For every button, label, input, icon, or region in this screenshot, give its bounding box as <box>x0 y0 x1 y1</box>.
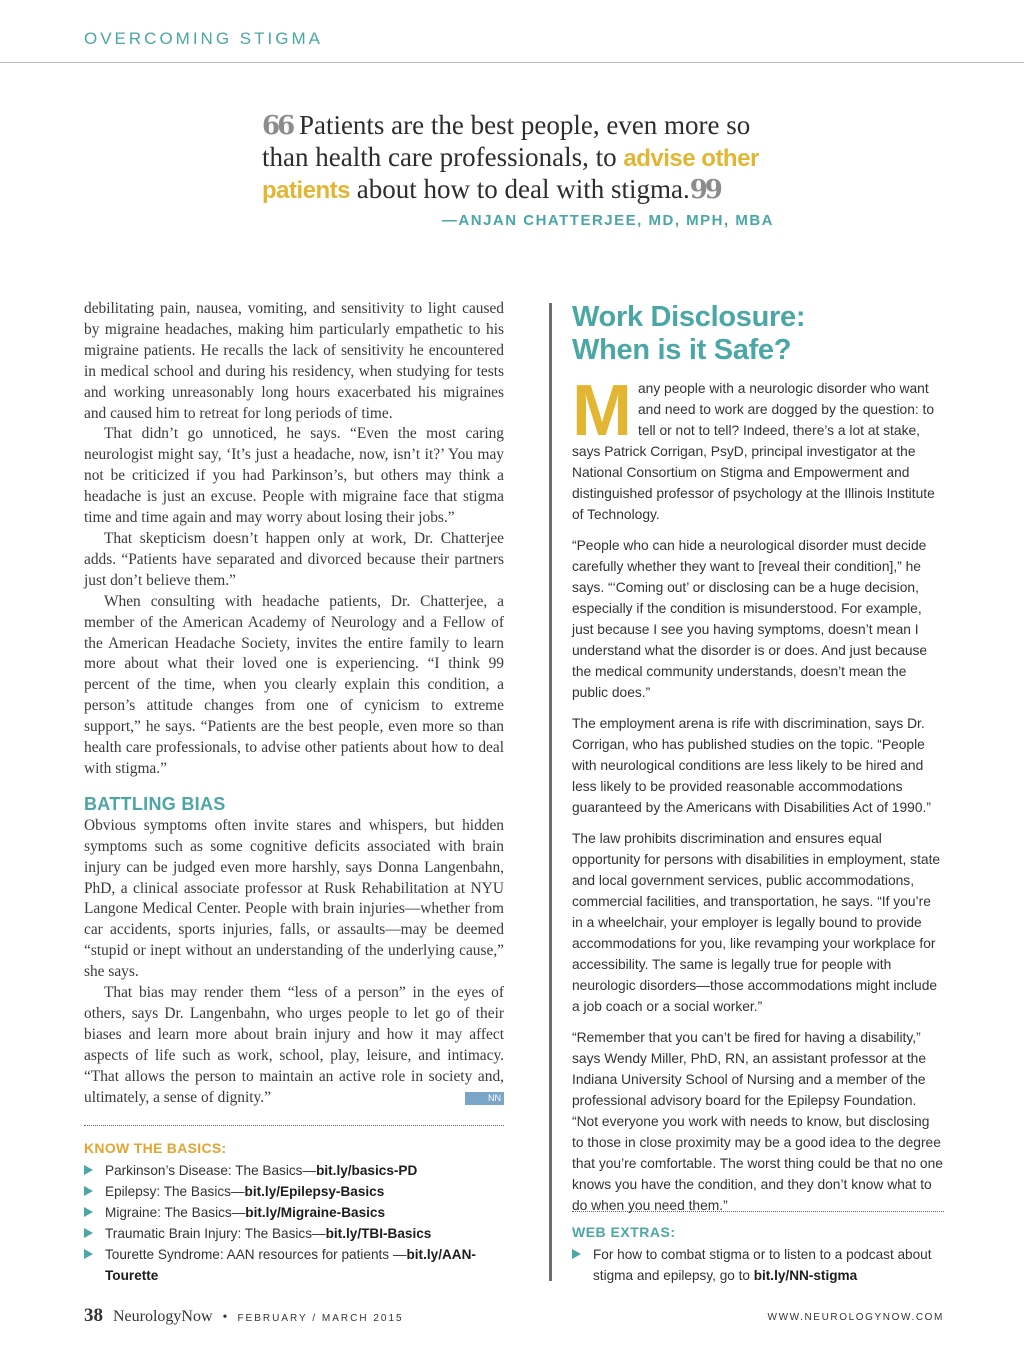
main-article <box>84 299 504 1109</box>
article-paragraph-final-text: That bias may render them “less of a person” in the eyes of others, says Dr. Langenbahn, who urges people to let go of their biases and learn more about brain injury and how it may affect aspects of life such as work, school, play, leisure, and intimacy. “That allows the person to maintain an active role in society and, ultimately, a sense of dignity.” <box>84 984 504 1106</box>
list-item-text: Tourette Syndrome: AAN resources for patients — <box>105 1247 407 1262</box>
basics-divider <box>84 1125 504 1126</box>
header-divider <box>0 62 1024 63</box>
know-the-basics-list <box>84 1160 514 1286</box>
article-paragraph: debilitating pain, nausea, vomiting, and sensitivity to light caused by migraine headaches, making him particularly empathetic to his migraine patients. He recalls the lack of sensitivity he encountered in medical school and during his residency, when studying for tests and working unreasonably long hours exacerbated his migraines and caused him to retreat for long periods of time. <box>84 300 504 422</box>
end-mark-icon: NN <box>465 1092 504 1105</box>
triangle-bullet-icon <box>84 1165 93 1175</box>
article-paragraph: That didn’t go unnoticed, he says. “Even the most caring neurologist might say, ‘It’s just a headache, now, isn’t it?’ You may not be criticized if you had Parkinson’s, but others may think a headache is just an excuse. People with migraine face that stigma time and time again and may worry about losing their jobs.” <box>84 425 504 527</box>
sidebar-paragraph <box>572 371 944 525</box>
article-paragraph: When consulting with headache patients, Dr. Chatterjee, a member of the American Academy of Neurology and a Fellow of the American Headache Society, invites the entire family to learn more about what their loved one is experiencing. “I think 99 percent of the time, when you clearly explain this condition, a person’s attitude changes from one of cynicism to extreme support,” he says. “Patients are the best people, even more so than health care professionals, to advise other patients about how to deal with stigma.” <box>84 592 504 777</box>
web-extras-divider <box>572 1211 944 1212</box>
sidebar-paragraph: “Remember that you can’t be fired for having a disability,” says Wendy Miller, PhD, RN, an assistant professor at the Indiana University School of Nursing and a member of the professional advisory board for the Epilepsy Foundation. “Not everyone you work with needs to know, but disclosing to those in close proximity may be a good idea to the degree that you’re comfortable. The worst thing could be that no one knows you have the condition, and they don’t know what to do when you need them.” <box>572 1030 943 1213</box>
web-extras-item <box>572 1244 944 1286</box>
list-item-text: Traumatic Brain Injury: The Basics— <box>105 1226 326 1241</box>
pull-quote <box>262 110 782 206</box>
column-divider <box>549 303 552 1281</box>
magazine-name: NeurologyNow <box>113 1308 213 1325</box>
basics-link[interactable]: bit.ly/Epilepsy-Basics <box>244 1184 385 1199</box>
open-quote-mark: 66 <box>262 111 293 141</box>
list-item-text: Migraine: The Basics— <box>105 1205 246 1220</box>
footer <box>84 1305 404 1327</box>
list-item <box>84 1202 514 1223</box>
section-label: OVERCOMING STIGMA <box>84 29 323 48</box>
triangle-bullet-icon <box>84 1228 93 1238</box>
list-item <box>84 1181 514 1202</box>
basics-link[interactable]: bit.ly/TBI-Basics <box>325 1226 432 1241</box>
pull-quote-attribution: —ANJAN CHATTERJEE, MD, MPH, MBA <box>441 212 774 229</box>
list-item <box>84 1160 514 1181</box>
website-url[interactable]: WWW.NEUROLOGYNOW.COM <box>767 1312 944 1323</box>
list-item-text: Parkinson’s Disease: The Basics— <box>105 1163 317 1178</box>
triangle-bullet-icon <box>84 1186 93 1196</box>
issue-date: FEBRUARY / MARCH 2015 <box>237 1313 404 1324</box>
list-item <box>84 1244 514 1286</box>
sidebar-paragraph: The law prohibits discrimination and ensures equal opportunity for persons with disabilities in employment, state and local government services, public accommodations, commercial facilities, and transportation, he says. “If you’re in a wheelchair, your employer is legally bound to provide accommodations for you, like revamping your workplace for accessibility. The same is legally true for people with neurologic disorders—those accommodations might include a job coach or a social worker.” <box>572 831 941 1014</box>
triangle-bullet-icon <box>84 1249 93 1259</box>
sidebar-title <box>572 301 932 367</box>
sidebar-paragraph: The employment arena is rife with discrimination, says Dr. Corrigan, who has published studies on the topic. “People with neurological conditions are less likely to be hired and less likely to be provided reasonable accommodations guaranteed by the Americans with Disabilities Act of 1990.” <box>572 716 931 815</box>
know-the-basics-heading: KNOW THE BASICS: <box>84 1140 227 1156</box>
web-extras-text: For how to combat stigma or to listen to a podcast about stigma and epilepsy, go to <box>593 1247 932 1283</box>
sidebar-body <box>572 371 944 1226</box>
article-paragraph-final <box>84 983 504 1108</box>
page-number: 38 <box>84 1305 103 1326</box>
basics-link[interactable]: bit.ly/basics-PD <box>316 1163 418 1178</box>
close-quote-mark: 99 <box>689 175 720 205</box>
triangle-bullet-icon <box>84 1207 93 1217</box>
sidebar-paragraph: “People who can hide a neurological disorder must decide carefully whether they want to [reveal their condition],” he says. “‘Coming out’ or disclosing can be a huge decision, especially if the condition is misunderstood. For example, just because I see you having symptoms, doesn’t mean I understand what the disorder is or does. And just because the medical community understands, doesn’t mean the public does.” <box>572 538 928 700</box>
sidebar-paragraph-text: any people with a neurologic disorder who want and need to work are dogged by the question: to tell or not to tell? Indeed, there’s a lot at stake, says Patrick Corrigan, PsyD, principal investigator at the National Consortium on Stigma and Empowerment and distinguished professor of psychology at the Illinois Institute of Technology. <box>572 381 935 522</box>
sidebar-title-line: Work Disclosure: <box>572 301 806 333</box>
sidebar-title-line: When is it Safe? <box>572 334 792 366</box>
pull-quote-highlight: advise other patients <box>262 145 759 204</box>
triangle-bullet-icon <box>572 1249 581 1259</box>
article-paragraph: That skepticism doesn’t happen only at work, Dr. Chatterjee adds. “Patients have separated and divorced because their partners just don’t believe them.” <box>84 529 504 589</box>
battling-bias-heading: BATTLING BIAS <box>84 793 226 814</box>
list-item <box>84 1223 514 1244</box>
footer-bullet: • <box>222 1310 228 1325</box>
pull-quote-text-after: about how to deal with stigma. <box>350 174 690 204</box>
list-item-text: Epilepsy: The Basics— <box>105 1184 245 1199</box>
web-extras-heading: WEB EXTRAS: <box>572 1224 676 1240</box>
drop-cap: M <box>572 371 632 451</box>
basics-link[interactable]: bit.ly/AAN-Tourette <box>105 1247 476 1283</box>
web-extras-link[interactable]: bit.ly/NN-stigma <box>753 1268 858 1283</box>
article-paragraph: Obvious symptoms often invite stares and whispers, but hidden symptoms such as some cognitive deficits associated with brain injury can be judged even more harshly, says Donna Langenbahn, PhD, a clinical associate professor at Rusk Rehabilitation at NYU Langone Medical Center. People with brain injuries—whether from car accidents, sports injuries, falls, or assaults—may be deemed “stupid or inept without an understanding of the underlying cause,” she says. <box>84 816 504 981</box>
pull-quote-text-before: Patients are the best people, even more so than health care professionals, to <box>262 110 751 172</box>
basics-link[interactable]: bit.ly/Migraine-Basics <box>245 1205 386 1220</box>
